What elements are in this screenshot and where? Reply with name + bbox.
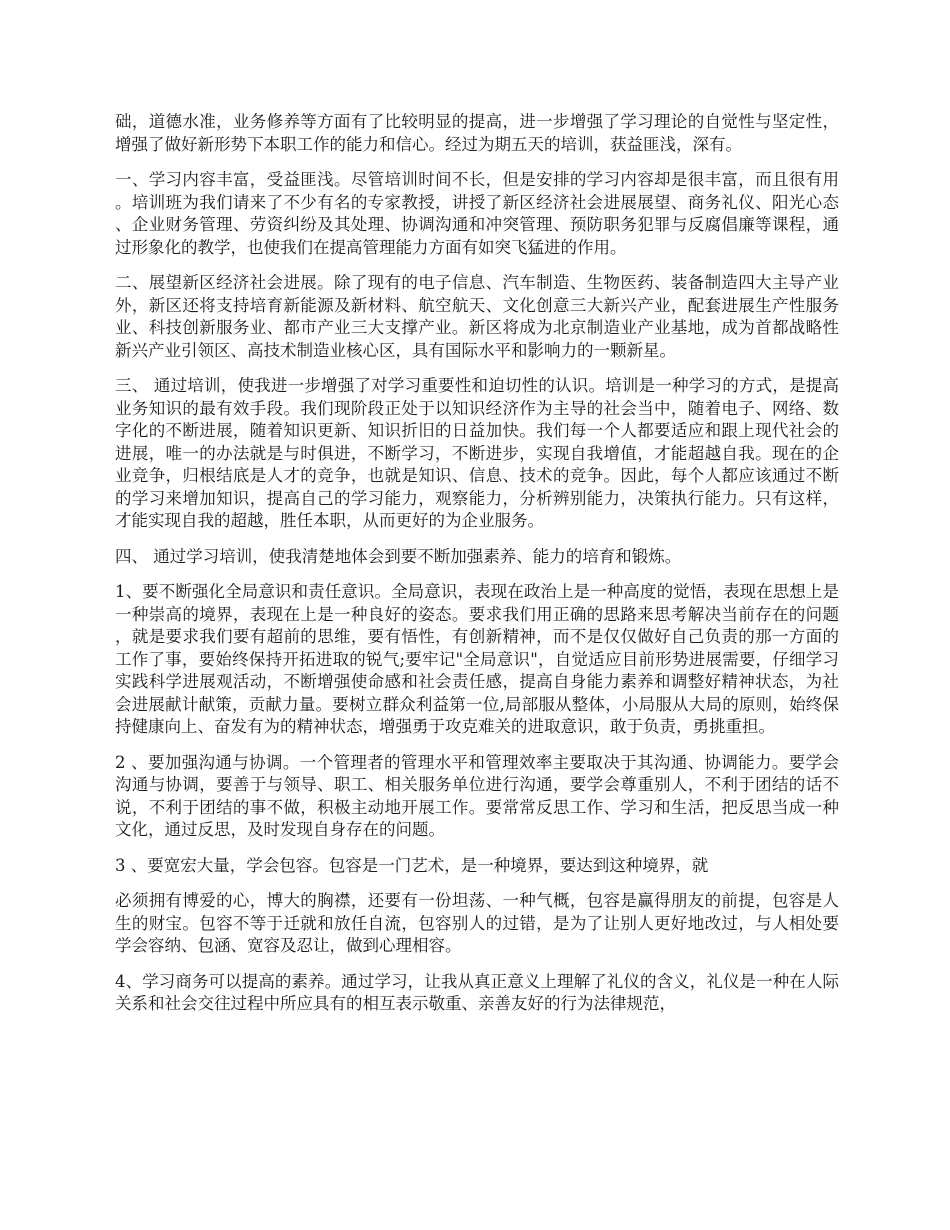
paragraph-6: 1、要不断强化全局意识和责任意识。全局意识，表现在政治上是一种高度的觉悟，表现在思想上是一种崇高的境界，表现在上是一种良好的姿态。要求我们用正确的思路来思考解决当前存在的问题，就是要求我们要有超前的思维，要有悟性，有创新精神，而不是仅仅做好自己负责的那一方面的工作了事，要始终保持开拓进取的锐气;要牢记"全局意识"，自觉适应目前形势进展需要，仔细学习实践科学进展观活动，不断增强使命感和社会责任感，提高自身能力素养和调整好精神状态，为社会进展献计献策，贡献力量。要树立群众利益第一位,局部服从整体，小局服从大局的原则，始终保持健康向上、奋发有为的精神状态，增强勇于攻克难关的进取意识，敢于负责，勇挑重担。 [115,582,839,736]
paragraph-8: 3 、要宽宏大量，学会包容。包容是一门艺术，是一种境界，要达到这种境界，就 [115,855,709,875]
paragraph-2: 一、学习内容丰富，受益匪浅。尽管培训时间不长，但是安排的学习内容却是很丰富，而且很有用。培训班为我们请来了不少有名的专家教授，讲授了新区经济社会进展展望、商务礼仪、阳光心态、企业财务管理、劳资纠纷及其处理、协调沟通和冲突管理、预防职务犯罪与反腐倡廉等课程，通过形象化的教学，也使我们在提高管理能力方面有如突飞猛进的作用。 [115,170,839,257]
paragraph-3: 二、展望新区经济社会进展。除了现有的电子信息、汽车制造、生物医药、装备制造四大主导产业外，新区还将支持培育新能源及新材料、航空航天、文化创意三大新兴产业，配套进展生产性服务业、科技创新服务业、都市产业三大支撑产业。新区将成为北京制造业产业基地，成为首都战略性新兴产业引领区、高技术制造业核心区，具有国际水平和影响力的一颗新星。 [115,273,839,360]
document-body [115,111,839,1029]
paragraph-7: 2 、要加强沟通与协调。一个管理者的管理水平和管理效率主要取决于其沟通、协调能力。要学会沟通与协调，要善于与领导、职工、相关服务单位进行沟通，要学会尊重别人，不利于团结的话不说，不利于团结的事不做，积极主动地开展工作。要常常反思工作、学习和生活，把反思当成一种文化，通过反思，及时发现自身存在的问题。 [115,752,839,839]
paragraph-10: 4、学习商务可以提高的素养。通过学习，让我从真正意义上理解了礼仪的含义，礼仪是一种在人际关系和社会交往过程中所应具有的相互表示敬重、亲善友好的行为法律规范， [115,971,839,1013]
paragraph-4: 三、 通过培训，使我进一步增强了对学习重要性和迫切性的认识。培训是一种学习的方式，是提高业务知识的最有效手段。我们现阶段正处于以知识经济作为主导的社会当中，随着电子、网络、数字化的不断进展，随着知识更新、知识折旧的日益加快。我们每一个人都要适应和跟上现代社会的进展，唯一的办法就是与时俱进，不断学习，不断进步，实现自我增值，才能超越自我。现在的企业竞争，归根结底是人才的竞争，也就是知识、信息、技术的竞争。因此，每个人都应该通过不断的学习来增加知识，提高自己的学习能力，观察能力，分析辨别能力，决策执行能力。只有这样，才能实现自我的超越，胜任本职，从而更好的为企业服务。 [115,376,839,530]
paragraph-1: 础，道德水准，业务修养等方面有了比较明显的提高，进一步增强了学习理论的自觉性与坚定性，增强了做好新形势下本职工作的能力和信心。经过为期五天的培训，获益匪浅，深有。 [115,112,839,154]
paragraph-9: 必须拥有博爱的心，博大的胸襟，还要有一份坦荡、一种气概，包容是赢得朋友的前提，包容是人生的财宝。包容不等于迁就和放任自流，包容别人的过错，是为了让别人更好地改过，与人相处要学会容纳、包涵、宽容及忍让，做到心理相容。 [115,891,839,955]
paragraph-5: 四、 通过学习培训，使我清楚地体会到要不断加强素养、能力的培育和锻炼。 [115,546,682,566]
